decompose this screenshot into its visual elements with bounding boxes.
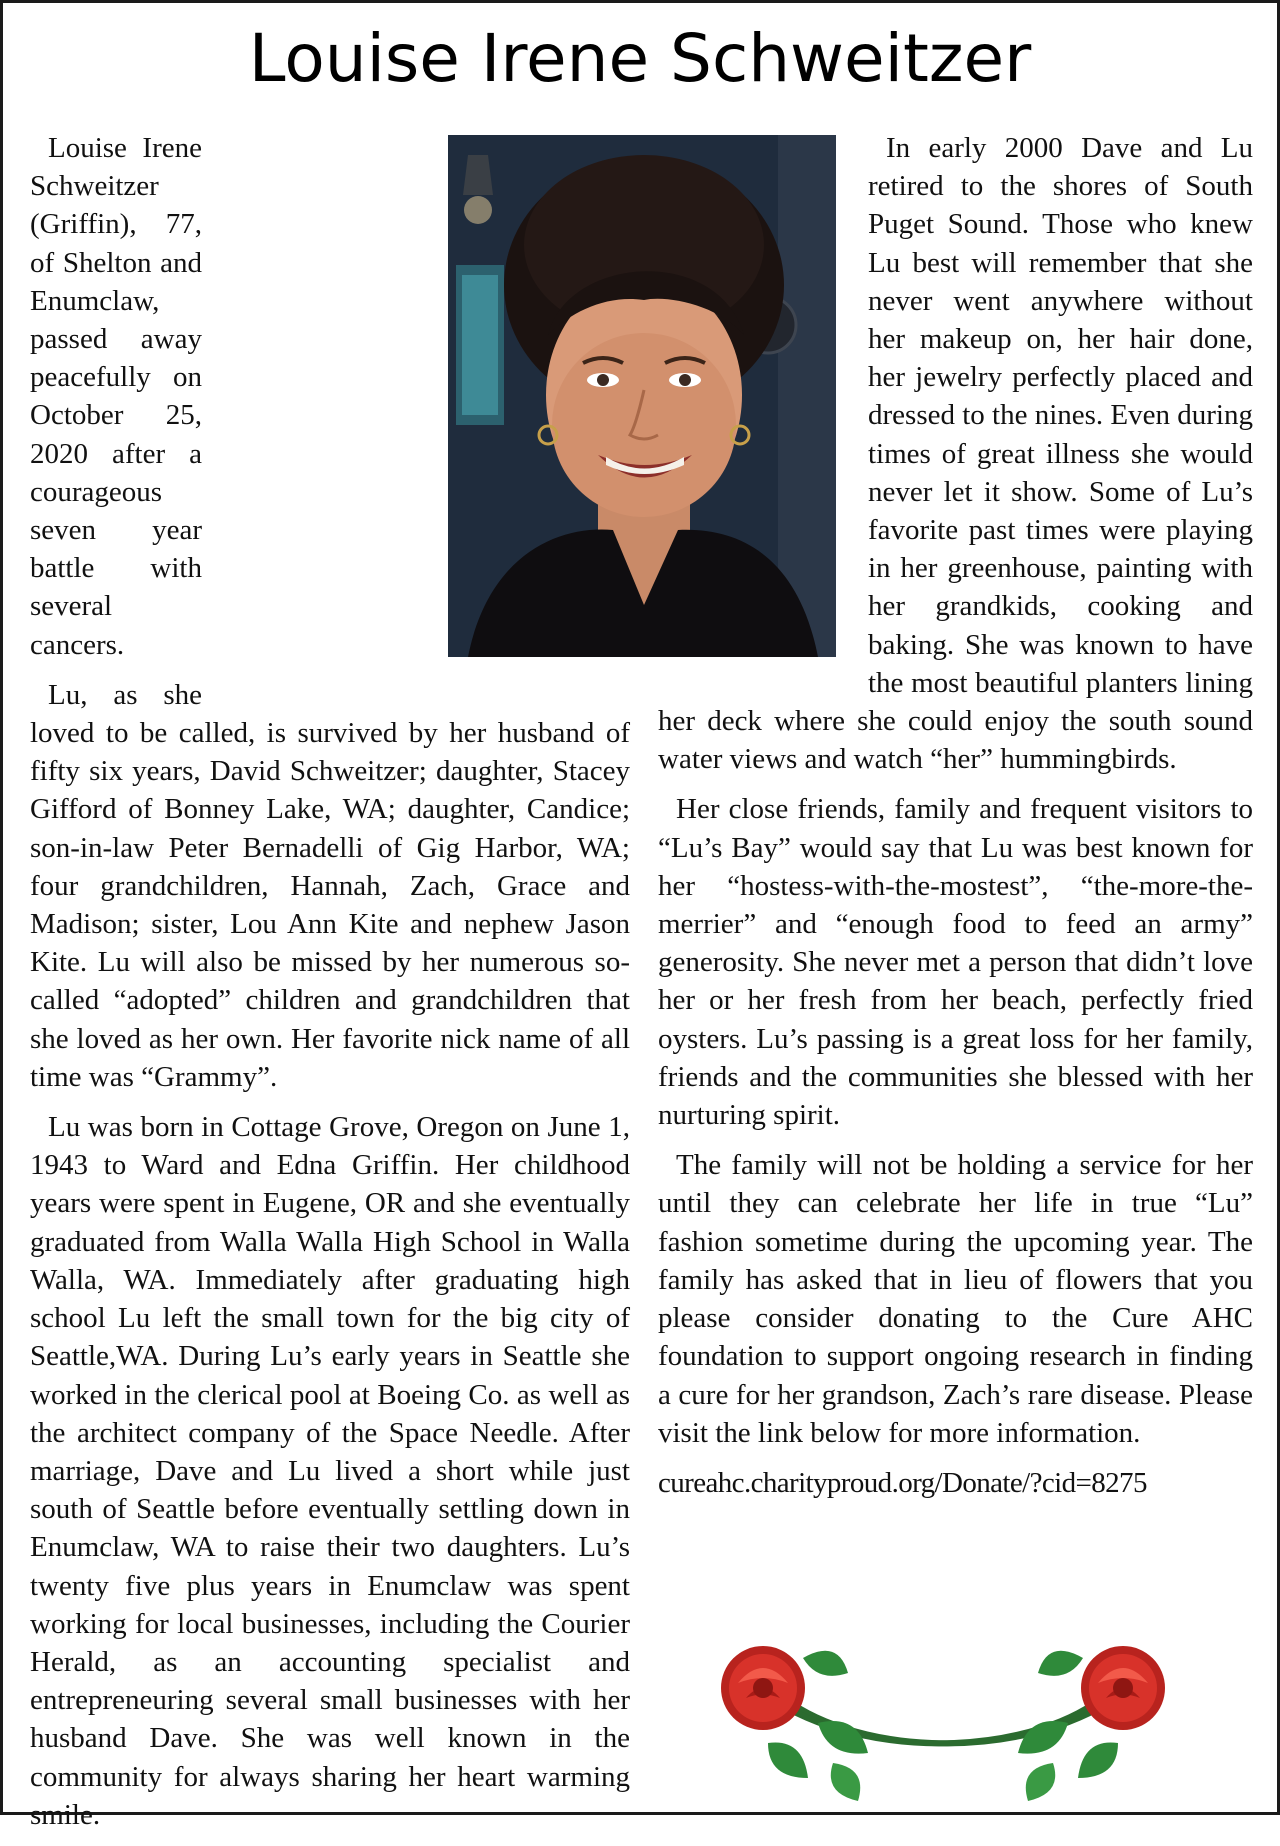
- portrait-photo: [448, 135, 836, 657]
- paragraph-life-story: Lu was born in Cottage Grove, Oregon on June 1, 1943 to Ward and Edna Griffin. Her childhood years were spent in Eugene, OR and she eventually graduated from Walla Walla High School in Walla Walla, WA. Immediately after graduating high school Lu left the small town for the big city of Seattle,WA. During Lu’s early years in Seattle she worked in the clerical pool at Boeing Co. as well as the architect company of the Space Needle. After marriage, Dave and Lu lived a short while just south of Seattle before eventually settling down in Enumclaw, WA to raise their two daughters. Lu’s twenty five plus years in Enumclaw was spent working for local businesses, including the Courier Herald, as an accounting specialist and entrepreneuring several small businesses with her husband Dave. She was well known in the community for always sharing her heart warming smile.: [30, 1111, 630, 1831]
- paragraph-retirement: In early 2000 Dave and Lu retired to the shores of South Puget Sound. Those who knew Lu best will remember that she never went anywhere without her makeup on, her hair done, her jewelry perfectly placed and dressed to the nines. Even during times of great illness she would never let it show. Some of Lu’s favorite past times were playing in her greenhouse, painting with her grandkids, cooking and baking. She was known to have the most beautiful planters lining her deck where she could enjoy the south sound water views and watch “her” hummingbirds.: [658, 132, 1253, 776]
- paragraph-service: The family will not be holding a service for her until they can celebrate her life in true “Lu” fashion sometime during the upcoming year. The family has asked that in lieu of flowers that you please consider donating to the Cure AHC foundation to support ongoing research in finding a cure for her grandson, Zach’s rare disease. Please visit the link below for more information.: [658, 1149, 1253, 1449]
- donation-link[interactable]: cureahc.charityproud.org/Donate/?cid=8275: [658, 1466, 1147, 1499]
- paragraph-friends: Her close friends, family and frequent visitors to “Lu’s Bay” would say that Lu was best known for her “hostess-with-the-mostest”, “the-more-the-merrier” and “enough food to feed an army” generosity. She never met a person that didn’t love her or her fresh from her beach, perfectly fried oysters. Lu’s passing is a great loss for her family, friends and the communities she blessed with her nurturing spirit.: [658, 793, 1253, 1132]
- paragraph-survivors: Lu, as she loved to be called, is survived by her husband of fifty six years, David Schweitzer; daughter, Stacey Gifford of Bonney Lake, WA; daughter, Candice; son-in-law Peter Bernadelli of Gig Harbor, WA; four grandchildren, Hannah, Zach, Grace and Madison; sister, Lou Ann Kite and nephew Jason Kite. Lu will also be missed by her numerous so-called “adopted” children and grandchildren that she loved as her own. Her favorite nick name of all time was “Grammy”.: [30, 678, 630, 1093]
- paragraph-announcement: Louise Irene Schweitzer (Griffin), 77, of Shelton and Enumclaw, passed away peacefully on October 25, 2020 after a courageous seven year battle with several cancers.: [30, 132, 202, 661]
- portrait-photo-icon: [448, 135, 836, 657]
- crossed-red-roses-icon: [708, 1643, 1178, 1803]
- obituary-title: Louise Irene Schweitzer: [248, 20, 1032, 97]
